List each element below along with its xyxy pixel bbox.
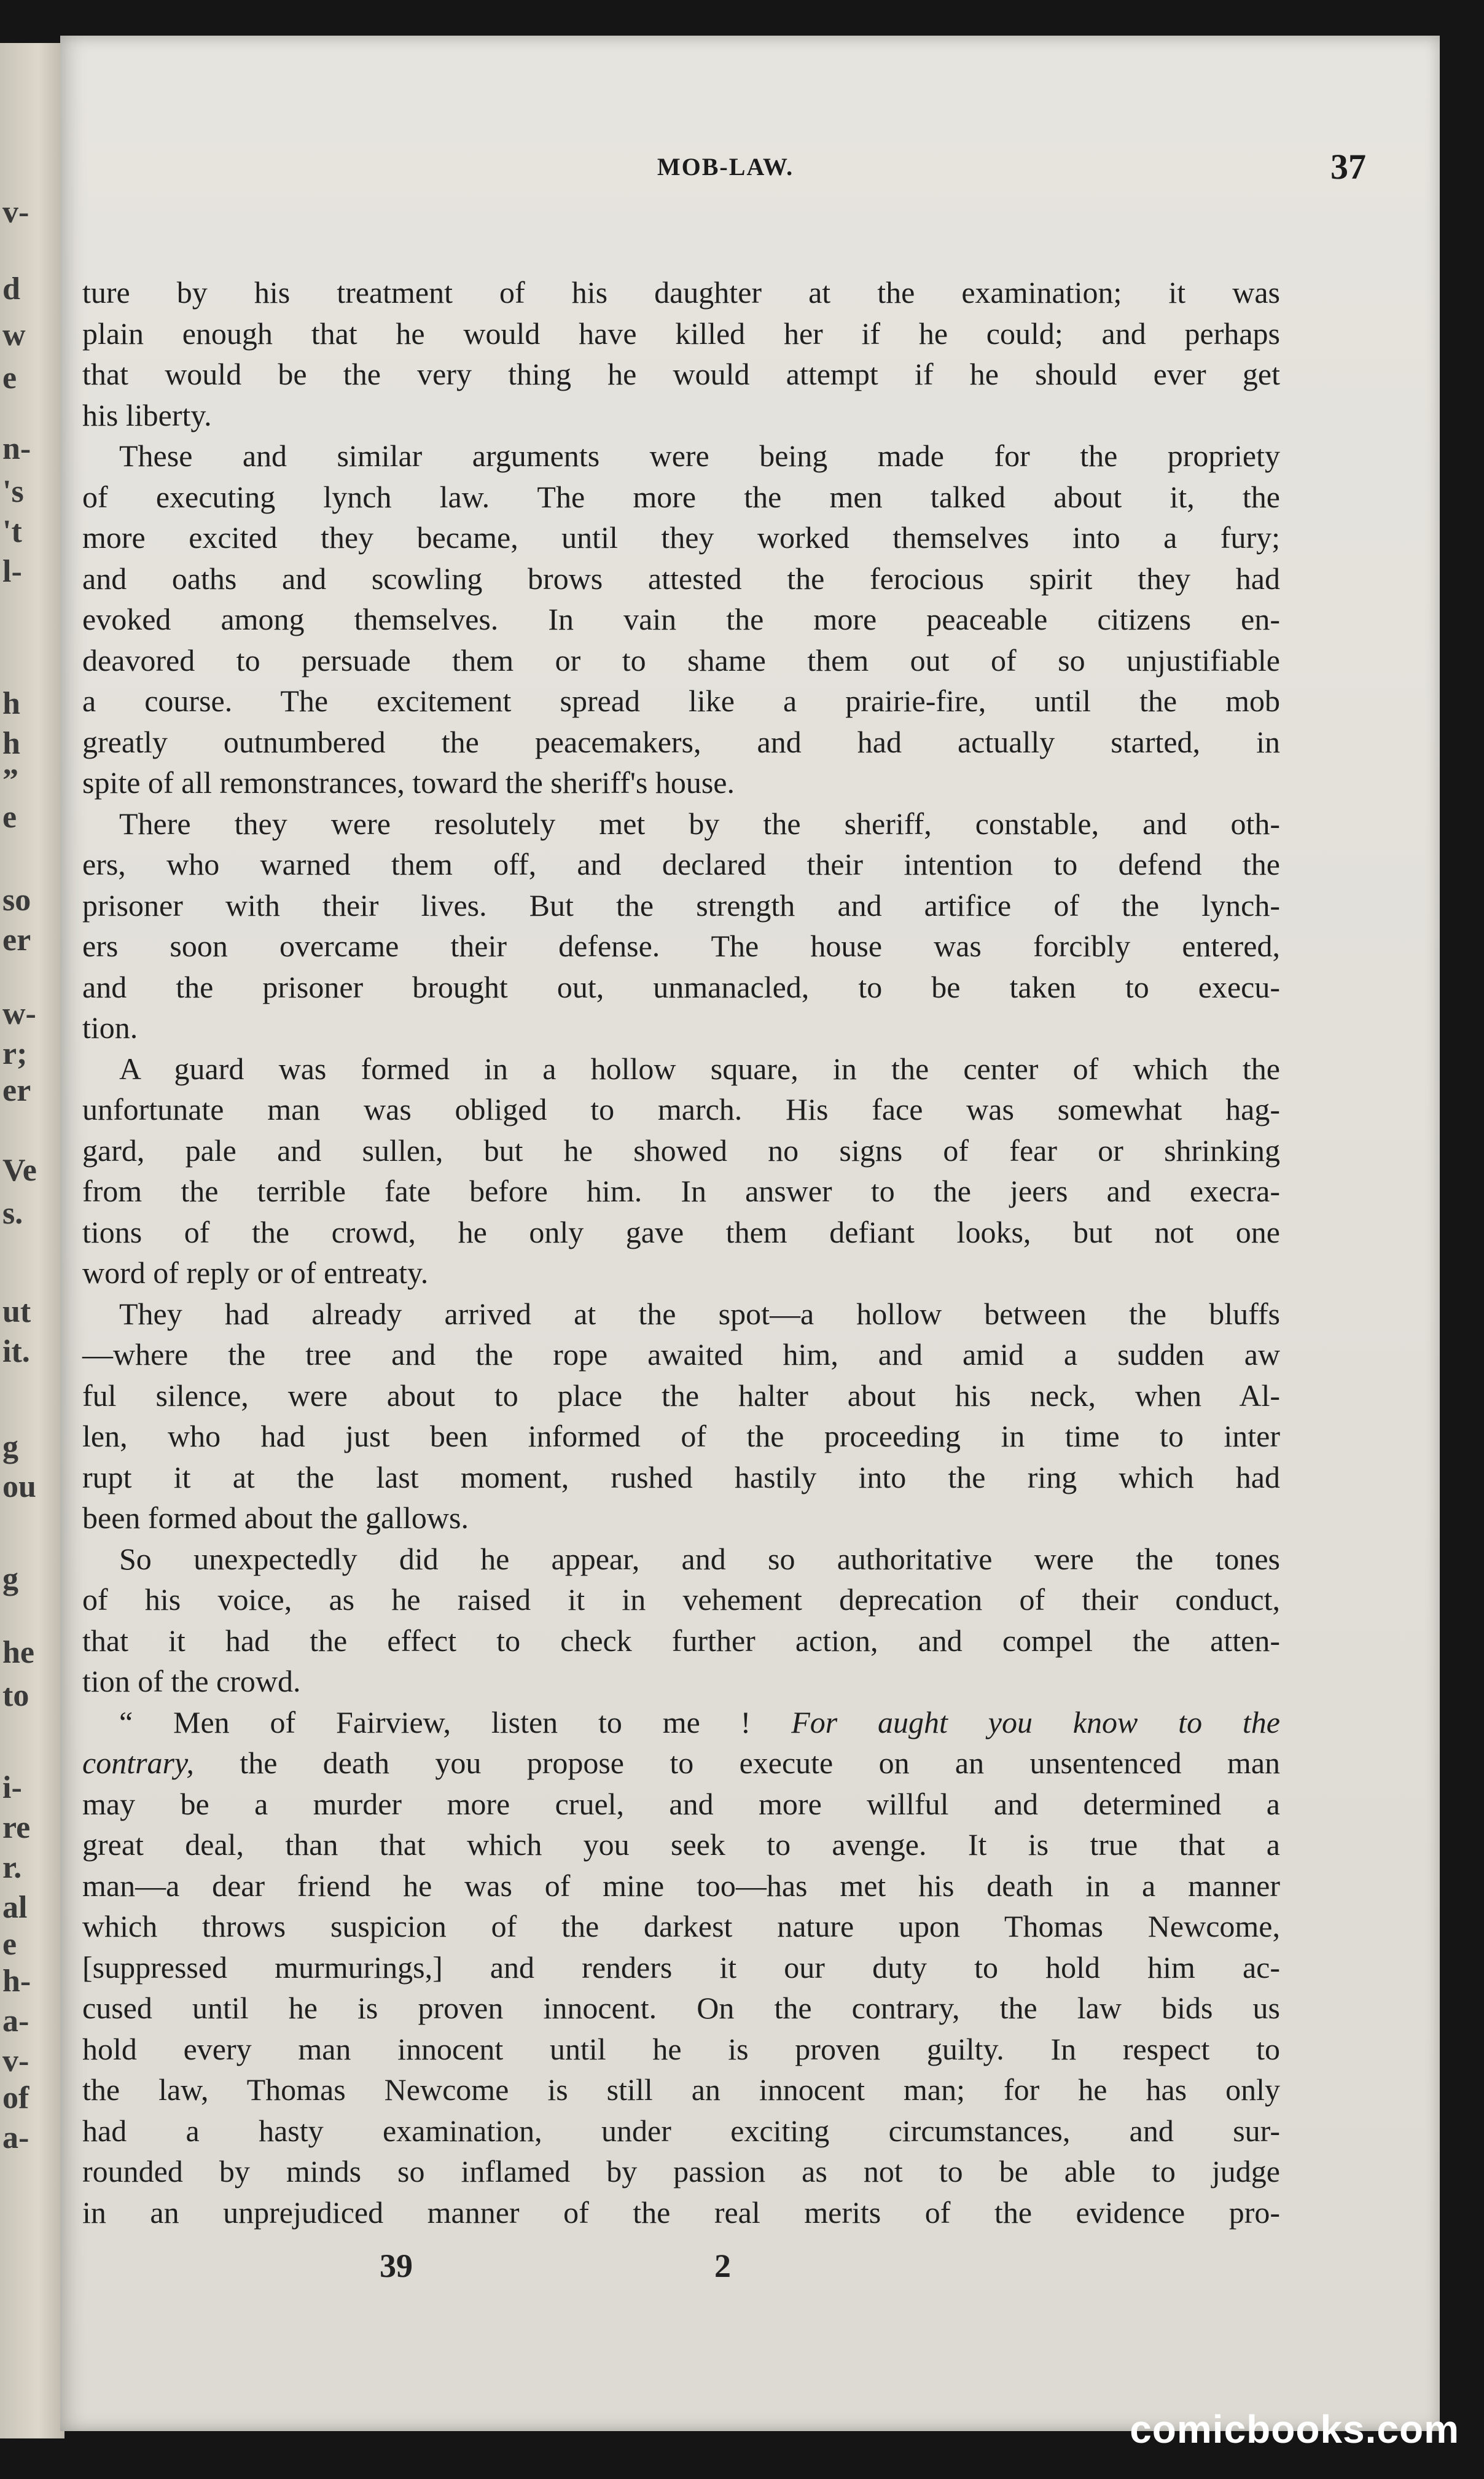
- text-line: —where the tree and the rope awaited him, and amid a sudden aw: [82, 1337, 1280, 1372]
- text-line: len, who had just been informed of the proceeding in time to inter: [82, 1419, 1280, 1453]
- text-line: more excited they became, until they worked themselves into a fury;: [82, 520, 1280, 555]
- facing-page-fragment: he: [2, 1635, 34, 1670]
- watermark: comicbooks.com: [1130, 2407, 1459, 2451]
- facing-page-fragment: v-: [2, 195, 29, 230]
- facing-page-fragment: a-: [2, 2120, 29, 2155]
- facing-page-fragment: e: [2, 800, 17, 835]
- text-line: and oaths and scowling brows attested the ferocious spirit they had: [82, 561, 1280, 596]
- text-line: spite of all remonstrances, toward the sheriff's house.: [82, 765, 735, 800]
- facing-page-fragment: h-: [2, 1964, 31, 1999]
- text-line: rounded by minds so inflamed by passion as not to be able to judge: [82, 2154, 1280, 2188]
- text-line: These and similar arguments were being made for the propriety: [119, 439, 1280, 473]
- text-line: prisoner with their lives. But the strength and artifice of the lynch-: [82, 888, 1280, 923]
- facing-page-fragment: ”: [2, 763, 18, 798]
- facing-page-fragment: e: [2, 1927, 17, 1962]
- facing-page-fragment: to: [2, 1678, 29, 1713]
- text-line: tions of the crowd, he only gave them defiant looks, but not one: [82, 1214, 1280, 1249]
- text-line: rupt it at the last moment, rushed hastily into the ring which had: [82, 1459, 1280, 1494]
- text-line: There they were resolutely met by the sheriff, constable, and oth-: [119, 806, 1280, 841]
- text-line: A guard was formed in a hollow square, in the center of which the: [119, 1051, 1280, 1086]
- running-head: [85, 147, 1366, 195]
- text-line: that it had the effect to check further action, and compel the atten-: [82, 1623, 1280, 1658]
- signature-number: 39: [380, 2247, 413, 2284]
- text-line: from the terrible fate before him. In answer to the jeers and execra-: [82, 1174, 1280, 1208]
- facing-page-fragment: r.: [2, 1850, 22, 1885]
- text-line: [suppressed murmurings,] and renders it our duty to hold him ac-: [82, 1950, 1280, 1985]
- text-line: a course. The excitement spread like a prairie-fire, until the mob: [82, 684, 1280, 718]
- italic-run: contrary,: [82, 1746, 194, 1780]
- text-run: “ Men of Fairview, listen to me !: [119, 1704, 751, 1739]
- text-line: man—a dear friend he was of mine too—has met his death in a manner: [82, 1868, 1280, 1903]
- facing-page-fragment: of: [2, 2080, 29, 2115]
- text-line: deavored to persuade them or to shame them out of so unjustifiable: [82, 642, 1280, 677]
- text-line: been formed about the gallows.: [82, 1501, 469, 1535]
- text-line: of his voice, as he raised it in vehement deprecation of their conduct,: [82, 1582, 1280, 1617]
- facing-page-fragment: v-: [2, 2044, 29, 2079]
- italic-run: For aught you know to the: [791, 1704, 1281, 1739]
- text-line: [82, 1743, 1280, 1784]
- text-line: and the prisoner brought out, unmanacled, to be taken to execu-: [82, 969, 1280, 1004]
- text-line: tion of the crowd.: [82, 1664, 301, 1698]
- facing-page-fragment: it.: [2, 1334, 30, 1369]
- text-line: So unexpectedly did he appear, and so authoritative were the tones: [119, 1541, 1280, 1576]
- book-page: [60, 36, 1440, 2431]
- text-line: [82, 1702, 1280, 1743]
- facing-page-fragment: w: [2, 318, 26, 353]
- facing-page-fragment: re: [2, 1810, 31, 1845]
- facing-page-fragment: g: [2, 1561, 18, 1596]
- facing-page-fragment: w-: [2, 996, 36, 1031]
- text-line: plain enough that he would have killed her if he could; and perhaps: [82, 316, 1280, 351]
- text-line: his liberty.: [82, 397, 212, 432]
- facing-page-fragment: Ve: [2, 1153, 37, 1188]
- text-line: evoked among themselves. In vain the more peaceable citizens en-: [82, 602, 1280, 636]
- text-line: ture by his treatment of his daughter at the examination; it was: [82, 275, 1280, 310]
- facing-page-fragment: g: [2, 1429, 18, 1464]
- text-line: in an unprejudiced manner of the real merits of the evidence pro-: [82, 2195, 1280, 2230]
- facing-page-fragment: 't: [2, 514, 22, 549]
- text-line: unfortunate man was obliged to march. His face was somewhat hag-: [82, 1092, 1280, 1126]
- facing-page-fragment: so: [2, 883, 31, 918]
- facing-page-fragment: s.: [2, 1196, 23, 1231]
- text-line: had a hasty examination, under exciting circumstances, and sur-: [82, 2113, 1280, 2148]
- text-line: which throws suspicion of the darkest nature upon Thomas Newcome,: [82, 1909, 1280, 1943]
- facing-page-fragment: er: [2, 1073, 31, 1108]
- facing-page-fragment: e: [2, 361, 17, 396]
- facing-page-fragment: l-: [2, 554, 22, 589]
- text-line: hold every man innocent until he is proven guilty. In respect to: [82, 2031, 1280, 2066]
- facing-page-edge: [0, 43, 64, 2438]
- text-line: that would be the very thing he would attempt if he should ever get: [82, 357, 1280, 391]
- facing-page-fragment: 's: [2, 474, 24, 509]
- body-text: [82, 272, 1280, 2233]
- text-line: ers, who warned them off, and declared their intention to defend the: [82, 847, 1280, 881]
- signature-letter: 2: [714, 2247, 731, 2284]
- facing-page-fragment: d: [2, 271, 20, 306]
- facing-page-fragment: al: [2, 1890, 28, 1925]
- text-line: ers soon overcame their defense. The house was forcibly entered,: [82, 929, 1280, 963]
- text-line: the law, Thomas Newcome is still an innocent man; for he has only: [82, 2072, 1280, 2107]
- text-line: of executing lynch law. The more the men talked about it, the: [82, 479, 1280, 514]
- facing-page-fragment: ut: [2, 1294, 31, 1329]
- facing-page-fragment: n-: [2, 431, 31, 466]
- text-line: They had already arrived at the spot—a hollow between the bluffs: [119, 1296, 1280, 1331]
- facing-page-fragment: i-: [2, 1770, 22, 1805]
- text-line: gard, pale and sullen, but he showed no signs of fear or shrinking: [82, 1133, 1280, 1168]
- text-run: the death you propose to execute on an unsentenced man: [240, 1746, 1281, 1780]
- text-line: tion.: [82, 1010, 138, 1045]
- facing-page-fragment: h: [2, 726, 20, 761]
- facing-page-fragment: er: [2, 923, 31, 958]
- facing-page-fragment: ou: [2, 1469, 36, 1504]
- page-number: 37: [1330, 147, 1366, 187]
- text-line: may be a murder more cruel, and more willful and determined a: [82, 1786, 1280, 1821]
- text-line: greatly outnumbered the peacemakers, and had actually started, in: [82, 724, 1280, 759]
- text-line: great deal, than that which you seek to avenge. It is true that a: [82, 1827, 1280, 1862]
- facing-page-fragment: a-: [2, 2004, 29, 2039]
- running-title: MOB-LAW.: [657, 153, 794, 181]
- text-line: ful silence, were about to place the halter about his neck, when Al-: [82, 1378, 1280, 1413]
- facing-page-fragment: h: [2, 686, 20, 721]
- text-line: word of reply or of entreaty.: [82, 1255, 429, 1290]
- facing-page-fragment: r;: [2, 1036, 28, 1071]
- text-line: cused until he is proven innocent. On the contrary, the law bids us: [82, 1991, 1280, 2025]
